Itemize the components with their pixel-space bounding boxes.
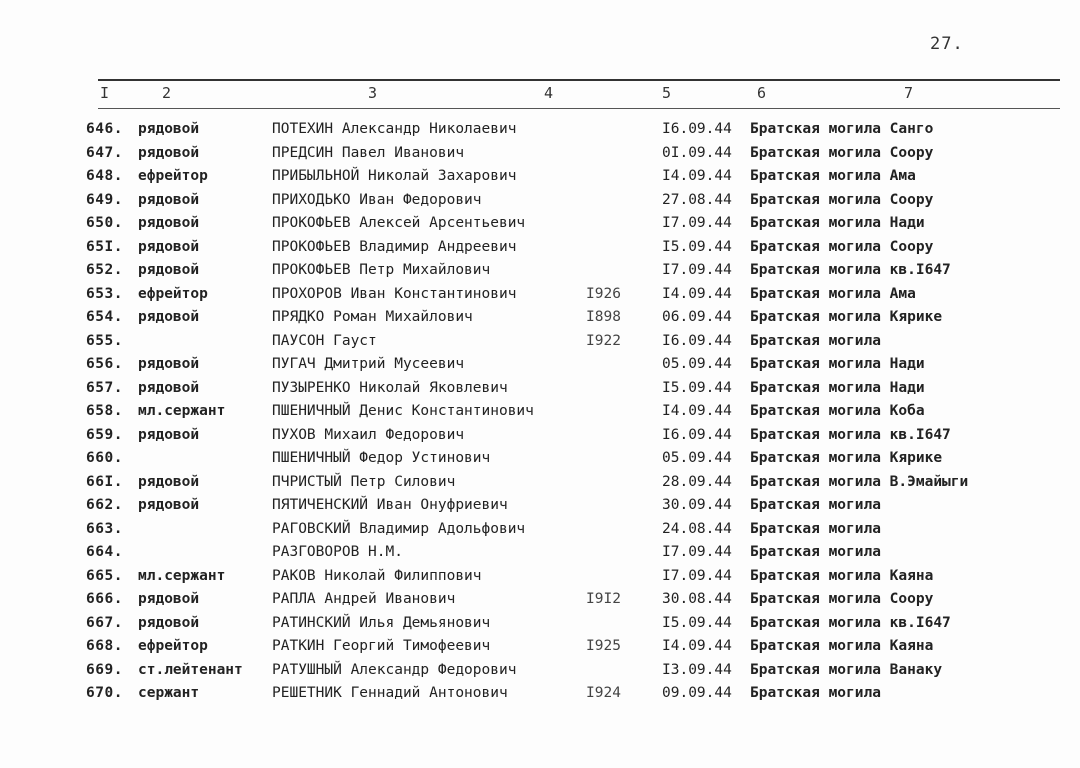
record-row [0, 541, 1080, 564]
header-top-rule [98, 79, 1060, 81]
record-death-date: I5.09.44 [662, 238, 732, 255]
record-burial-place: Братская могила В.Эмайыги [750, 473, 969, 490]
record-rank: рядовой [138, 614, 200, 631]
record-death-date: I5.09.44 [662, 614, 732, 631]
record-birth-year: I926 [586, 285, 621, 302]
record-burial-place: Братская могила Нади [750, 379, 925, 396]
record-name: ПРОКОФЬЕВ Алексей Арсентьевич [272, 215, 526, 231]
record-burial-place: Братская могила Кярике [750, 309, 943, 325]
record-name: РАТУШНЫЙ Александр Федорович [272, 661, 517, 678]
record-burial-place: Братская могила [750, 497, 881, 513]
record-name: РАГОВСКИЙ Владимир Адольфович [272, 520, 526, 537]
record-row [0, 400, 1080, 423]
record-row [0, 165, 1080, 188]
record-row [0, 635, 1080, 658]
record-row [0, 612, 1080, 635]
record-burial-place: Братская могила Ама [750, 285, 916, 302]
record-burial-place: Братская могила [750, 685, 881, 701]
record-row [0, 494, 1080, 517]
record-rank: рядовой [138, 426, 200, 443]
record-number: 649. [86, 191, 123, 208]
record-name: ПУГАЧ Дмитрий Мусеевич [272, 356, 465, 372]
record-row [0, 565, 1080, 588]
record-name: ПРЯДКО Роман Михайлович [272, 309, 473, 325]
record-death-date: I3.09.44 [662, 661, 732, 678]
record-death-date: 30.09.44 [662, 497, 732, 513]
record-death-date: 09.09.44 [662, 685, 732, 701]
record-rank: рядовой [138, 215, 200, 231]
record-burial-place: Братская могила Соору [750, 238, 934, 255]
record-number: 658. [86, 403, 123, 419]
record-rank: ст.лейтенант [138, 661, 243, 678]
record-row [0, 189, 1080, 212]
record-name: ПРОХОРОВ Иван Константинович [272, 285, 517, 302]
record-burial-place: Братская могила кв.I647 [750, 262, 951, 278]
record-row [0, 306, 1080, 329]
record-rank: сержант [138, 685, 200, 701]
record-number: 659. [86, 426, 123, 443]
record-name: РАПЛА Андрей Иванович [272, 591, 456, 607]
record-rank: рядовой [138, 121, 200, 137]
record-name: РАЗГОВОРОВ Н.М. [272, 544, 403, 560]
record-death-date: 30.08.44 [662, 591, 732, 607]
record-death-date: I7.09.44 [662, 262, 732, 278]
record-burial-place: Братская могила Ама [750, 168, 916, 184]
record-row [0, 212, 1080, 235]
record-rank: рядовой [138, 473, 200, 490]
record-row [0, 659, 1080, 682]
record-row [0, 259, 1080, 282]
record-birth-year: I898 [586, 309, 621, 325]
record-name: ПЯТИЧЕНСКИЙ Иван Онуфриевич [272, 497, 508, 513]
record-number: 662. [86, 497, 123, 513]
record-death-date: I6.09.44 [662, 332, 732, 349]
record-name: ПРИХОДЬКО Иван Федорович [272, 191, 482, 208]
record-death-date: I7.09.44 [662, 544, 732, 560]
record-rank: мл.сержант [138, 567, 226, 584]
record-name: ПРОКОФЬЕВ Владимир Андреевич [272, 238, 517, 255]
record-number: 665. [86, 567, 123, 584]
record-rank: рядовой [138, 497, 200, 513]
record-name: РЕШЕТНИК Геннадий Антонович [272, 685, 508, 701]
record-death-date: 05.09.44 [662, 450, 732, 466]
record-rank: ефрейтор [138, 638, 208, 654]
record-row [0, 447, 1080, 470]
record-death-date: I4.09.44 [662, 168, 732, 184]
record-burial-place: Братская могила [750, 332, 881, 349]
record-rank: ефрейтор [138, 285, 208, 302]
record-burial-place: Братская могила Нади [750, 215, 925, 231]
record-row [0, 118, 1080, 141]
record-number: 663. [86, 520, 123, 537]
record-rank: рядовой [138, 238, 200, 255]
record-number: 669. [86, 661, 123, 678]
record-death-date: 28.09.44 [662, 473, 732, 490]
record-rank: рядовой [138, 379, 200, 396]
record-row [0, 518, 1080, 541]
column-header-5: 5 [662, 84, 672, 102]
record-rank: рядовой [138, 144, 200, 161]
record-death-date: 05.09.44 [662, 356, 732, 372]
record-death-date: I6.09.44 [662, 121, 732, 137]
record-death-date: 06.09.44 [662, 309, 732, 325]
record-death-date: I4.09.44 [662, 403, 732, 419]
record-birth-year: I925 [586, 638, 621, 654]
record-name: ПОТЕХИН Александр Николаевич [272, 121, 517, 137]
record-number: 670. [86, 685, 123, 701]
record-death-date: 24.08.44 [662, 520, 732, 537]
record-number: 653. [86, 285, 123, 302]
record-number: 656. [86, 356, 123, 372]
record-rank: мл.сержант [138, 403, 226, 419]
record-number: 657. [86, 379, 123, 396]
record-name: ПРОКОФЬЕВ Петр Михайлович [272, 262, 491, 278]
record-number: 652. [86, 262, 123, 278]
record-burial-place: Братская могила Соору [750, 191, 934, 208]
record-rank: рядовой [138, 591, 200, 607]
record-burial-place: Братская могила кв.I647 [750, 426, 951, 443]
record-death-date: I5.09.44 [662, 379, 732, 396]
record-number: 655. [86, 332, 123, 349]
record-rank: рядовой [138, 262, 200, 278]
record-burial-place: Братская могила Коба [750, 403, 925, 419]
record-number: 664. [86, 544, 123, 560]
record-number: 646. [86, 121, 123, 137]
record-name: РАКОВ Николай Филиппович [272, 567, 482, 584]
record-burial-place: Братская могила Каяна [750, 567, 934, 584]
record-name: РАТКИН Георгий Тимофеевич [272, 638, 491, 654]
record-burial-place: Братская могила Ванаку [750, 661, 943, 678]
record-number: 65I. [86, 238, 123, 255]
record-number: 667. [86, 614, 123, 631]
record-rank: рядовой [138, 356, 200, 372]
record-name: ПШЕНИЧНЫЙ Федор Устинович [272, 450, 491, 466]
record-name: ПАУСОН Гауст [272, 332, 377, 349]
column-header-2: 2 [162, 84, 172, 102]
record-name: ПУЗЫРЕНКО Николай Яковлевич [272, 379, 508, 396]
record-burial-place: Братская могила Нади [750, 356, 925, 372]
column-header-1: I [100, 84, 110, 102]
record-row [0, 330, 1080, 353]
record-row [0, 283, 1080, 306]
record-row [0, 377, 1080, 400]
record-burial-place: Братская могила Соору [750, 144, 934, 161]
record-number: 647. [86, 144, 123, 161]
record-birth-year: I924 [586, 685, 621, 701]
record-number: 668. [86, 638, 123, 654]
record-number: 66I. [86, 473, 123, 490]
record-burial-place: Братская могила [750, 520, 881, 537]
record-number: 650. [86, 215, 123, 231]
column-header-6: 6 [757, 84, 767, 102]
record-death-date: I4.09.44 [662, 285, 732, 302]
record-rank: рядовой [138, 309, 200, 325]
record-death-date: 0I.09.44 [662, 144, 732, 161]
column-header-4: 4 [544, 84, 554, 102]
column-header-7: 7 [904, 84, 914, 102]
record-number: 660. [86, 450, 123, 466]
record-row [0, 588, 1080, 611]
record-death-date: I4.09.44 [662, 638, 732, 654]
record-death-date: I7.09.44 [662, 215, 732, 231]
record-row [0, 682, 1080, 705]
record-number: 648. [86, 168, 123, 184]
record-name: ПЧРИСТЫЙ Петр Силович [272, 473, 456, 490]
record-burial-place: Братская могила Соору [750, 591, 934, 607]
record-burial-place: Братская могила Кярике [750, 450, 943, 466]
record-row [0, 142, 1080, 165]
record-name: ПРИБЫЛЬНОЙ Николай Захарович [272, 168, 517, 184]
record-rank: ефрейтор [138, 168, 208, 184]
record-name: ПУХОВ Михаил Федорович [272, 426, 465, 443]
header-bottom-rule [98, 108, 1060, 109]
record-death-date: I7.09.44 [662, 567, 732, 584]
record-row [0, 471, 1080, 494]
record-number: 666. [86, 591, 123, 607]
record-burial-place: Братская могила [750, 544, 881, 560]
record-birth-year: I922 [586, 332, 621, 349]
record-row [0, 424, 1080, 447]
record-death-date: 27.08.44 [662, 191, 732, 208]
record-number: 654. [86, 309, 123, 325]
record-birth-year: I9I2 [586, 591, 621, 607]
record-burial-place: Братская могила Каяна [750, 638, 934, 654]
page-number: 27. [930, 34, 964, 54]
record-row [0, 353, 1080, 376]
column-header-3: 3 [368, 84, 378, 102]
record-name: ПШЕНИЧНЫЙ Денис Константинович [272, 403, 534, 419]
record-name: ПРЕДСИН Павел Иванович [272, 144, 465, 161]
record-row [0, 236, 1080, 259]
record-death-date: I6.09.44 [662, 426, 732, 443]
record-burial-place: Братская могила Санго [750, 121, 934, 137]
record-burial-place: Братская могила кв.I647 [750, 614, 951, 631]
record-rank: рядовой [138, 191, 200, 208]
record-name: РАТИНСКИЙ Илья Демьянович [272, 614, 491, 631]
